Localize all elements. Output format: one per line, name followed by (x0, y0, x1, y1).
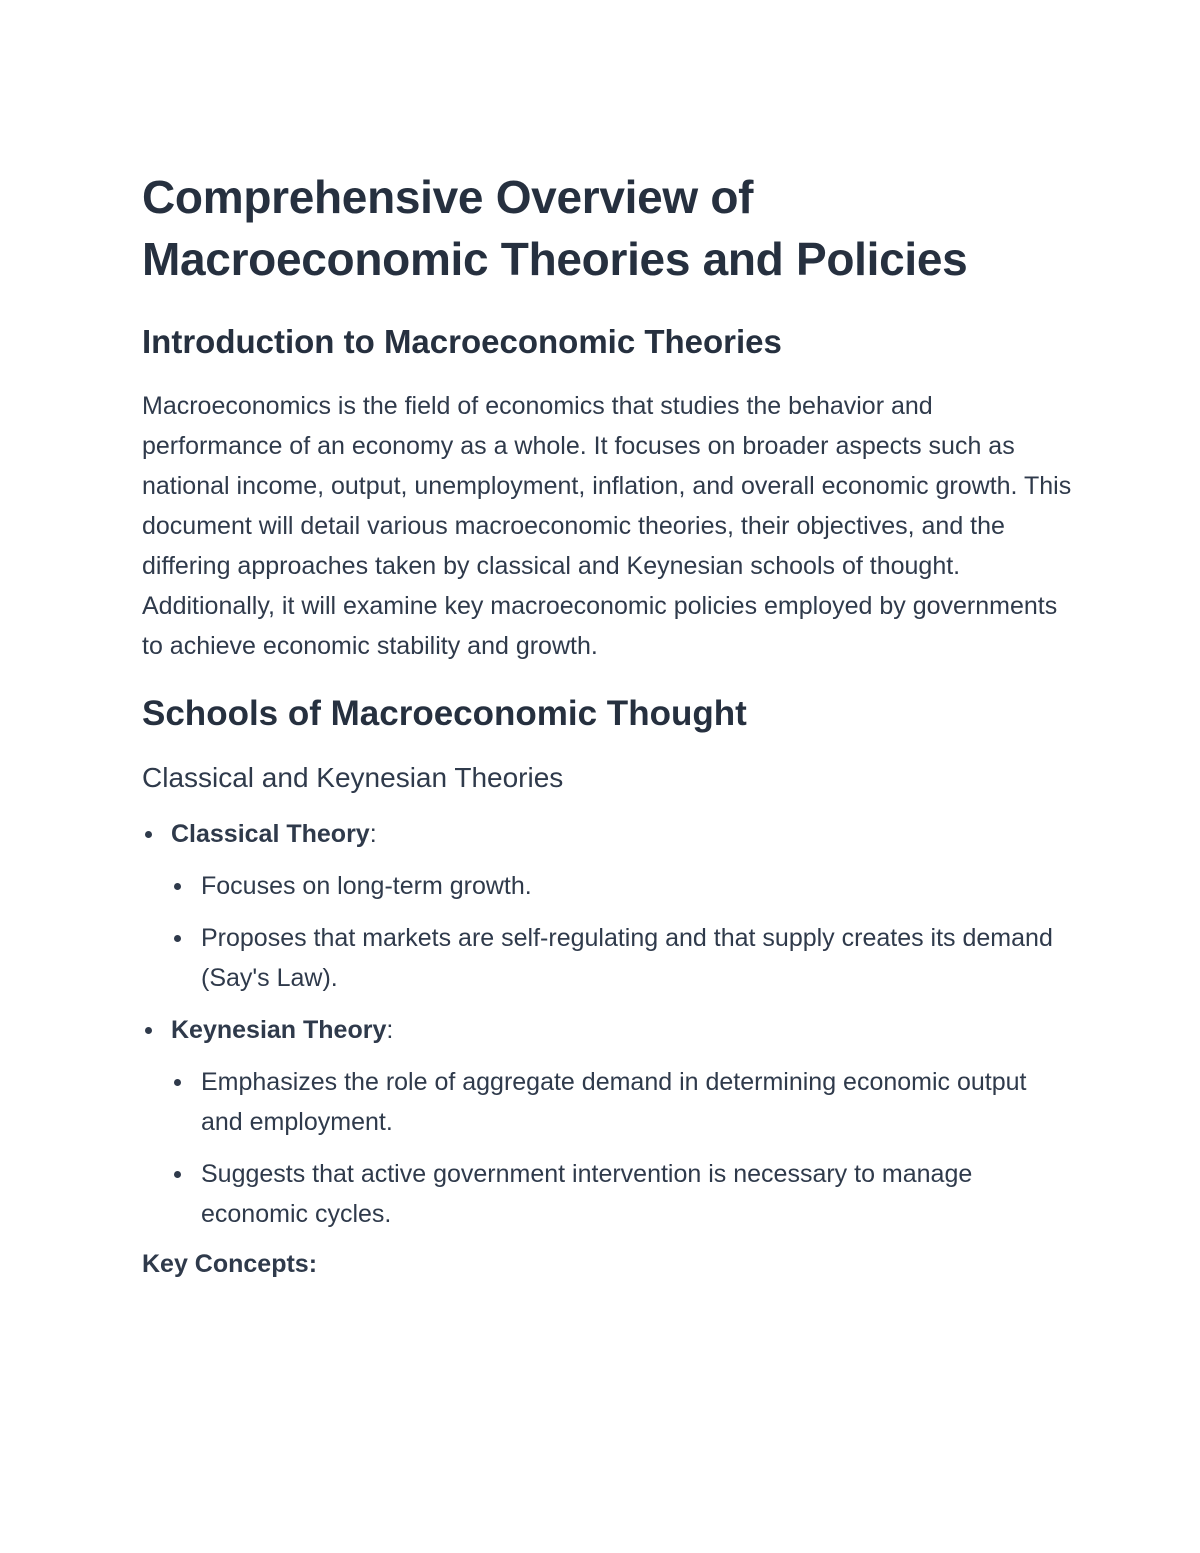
theory-colon: : (386, 1016, 394, 1044)
theory-name: Keynesian Theory (171, 1016, 387, 1044)
list-item (171, 1062, 1072, 1142)
theory-colon: : (369, 820, 377, 848)
theory-name: Classical Theory (171, 820, 370, 848)
list-item (171, 1154, 1072, 1234)
document-title: Comprehensive Overview of Macroeconomic Theories and Policies (142, 171, 968, 285)
key-concepts-label: Key Concepts: (142, 1250, 318, 1278)
bullet-icon (174, 1171, 181, 1178)
bullet-icon (145, 1027, 152, 1034)
bullet-icon (174, 1079, 181, 1086)
intro-heading: Introduction to Macroeconomic Theories (142, 323, 782, 360)
list-item-classical-theory (142, 814, 1072, 998)
subsection-heading: Classical and Keynesian Theories (142, 762, 564, 793)
point-text: Suggests that active government intervention is necessary to manage economic cycles. (201, 1160, 973, 1228)
list-item (171, 866, 1072, 906)
document-page (142, 166, 1072, 1284)
bullet-icon (174, 883, 181, 890)
point-text: Proposes that markets are self-regulating and that supply creates its demand (Say's Law). (201, 924, 1053, 992)
point-text: Emphasizes the role of aggregate demand in determining economic output and employment. (201, 1068, 1027, 1136)
keynesian-points-list (171, 1062, 1072, 1234)
list-item (171, 918, 1072, 998)
intro-paragraph: Macroeconomics is the field of economics that studies the behavior and performance of an economy as a whole. It focuses on broader aspects such as national income, output, unemployment, inflation, and overall economic growth. This document will detail various macroeconomic theories, their objectives, and the differing approaches taken by classical and Keynesian schools of thought. Additionally, it will examine key macroeconomic policies employed by governments to achieve economic stability and growth. (142, 392, 1072, 660)
point-text: Focuses on long-term growth. (201, 872, 532, 900)
list-item-keynesian-theory (142, 1010, 1072, 1234)
classical-points-list (171, 866, 1072, 998)
schools-heading: Schools of Macroeconomic Thought (142, 694, 747, 733)
bullet-icon (174, 935, 181, 942)
bullet-icon (145, 831, 152, 838)
theories-list (142, 814, 1072, 1234)
